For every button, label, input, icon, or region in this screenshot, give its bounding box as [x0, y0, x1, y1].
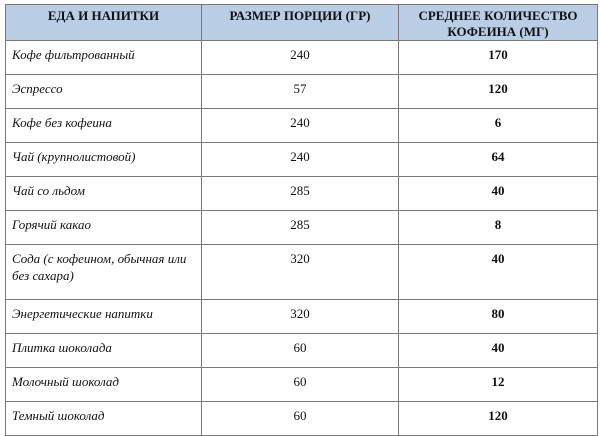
table-row — [6, 334, 598, 368]
header-food-label: ЕДА И НАПИТКИ — [47, 8, 160, 23]
caffeine-amount-cell: 40 — [399, 245, 598, 300]
food-cell: Чай (крупнолистовой) — [6, 143, 202, 177]
serving-size-cell: 285 — [202, 177, 399, 211]
food-cell: Темный шоколад — [6, 402, 202, 436]
serving-size-cell: 320 — [202, 300, 399, 334]
food-cell: Энергетические напитки — [6, 300, 202, 334]
serving-size-cell: 320 — [202, 245, 399, 300]
table-row — [6, 109, 598, 143]
serving-size-cell: 60 — [202, 334, 399, 368]
table-body — [6, 41, 598, 436]
table-row — [6, 300, 598, 334]
serving-size-cell: 60 — [202, 402, 399, 436]
table-row — [6, 211, 598, 245]
caffeine-amount-cell: 8 — [399, 211, 598, 245]
table-header — [6, 5, 598, 41]
caffeine-amount-cell: 12 — [399, 368, 598, 402]
caffeine-amount-cell: 6 — [399, 109, 598, 143]
header-row — [6, 5, 598, 41]
serving-size-cell: 285 — [202, 211, 399, 245]
serving-size-cell: 60 — [202, 368, 399, 402]
header-caffeine-amount-label: СРЕДНЕЕ КОЛИЧЕСТВО КОФЕИНА (МГ) — [418, 8, 578, 39]
table-row — [6, 143, 598, 177]
food-cell: Плитка шоколада — [6, 334, 202, 368]
table-row — [6, 177, 598, 211]
caffeine-amount-cell: 170 — [399, 41, 598, 75]
serving-size-cell: 240 — [202, 41, 399, 75]
table-row — [6, 41, 598, 75]
caffeine-table — [5, 4, 598, 436]
table-row — [6, 75, 598, 109]
table-row — [6, 368, 598, 402]
serving-size-cell: 57 — [202, 75, 399, 109]
serving-size-cell: 240 — [202, 109, 399, 143]
header-food — [6, 5, 202, 41]
caffeine-amount-cell: 40 — [399, 334, 598, 368]
caffeine-amount-cell: 80 — [399, 300, 598, 334]
caffeine-amount-cell: 120 — [399, 402, 598, 436]
food-cell: Кофе без кофеина — [6, 109, 202, 143]
food-cell: Эспрессо — [6, 75, 202, 109]
caffeine-amount-cell: 64 — [399, 143, 598, 177]
food-cell: Молочный шоколад — [6, 368, 202, 402]
serving-size-cell: 240 — [202, 143, 399, 177]
table-row — [6, 245, 598, 300]
food-cell: Кофе фильтрованный — [6, 41, 202, 75]
header-serving-size — [202, 5, 399, 41]
food-cell: Чай со льдом — [6, 177, 202, 211]
caffeine-amount-cell: 40 — [399, 177, 598, 211]
food-cell: Горячий какао — [6, 211, 202, 245]
header-caffeine-amount — [399, 5, 598, 41]
header-serving-size-label: РАЗМЕР ПОРЦИИ (ГР) — [229, 8, 371, 23]
caffeine-amount-cell: 120 — [399, 75, 598, 109]
food-cell: Сода (с кофеином, обычная или без сахара) — [6, 245, 202, 300]
